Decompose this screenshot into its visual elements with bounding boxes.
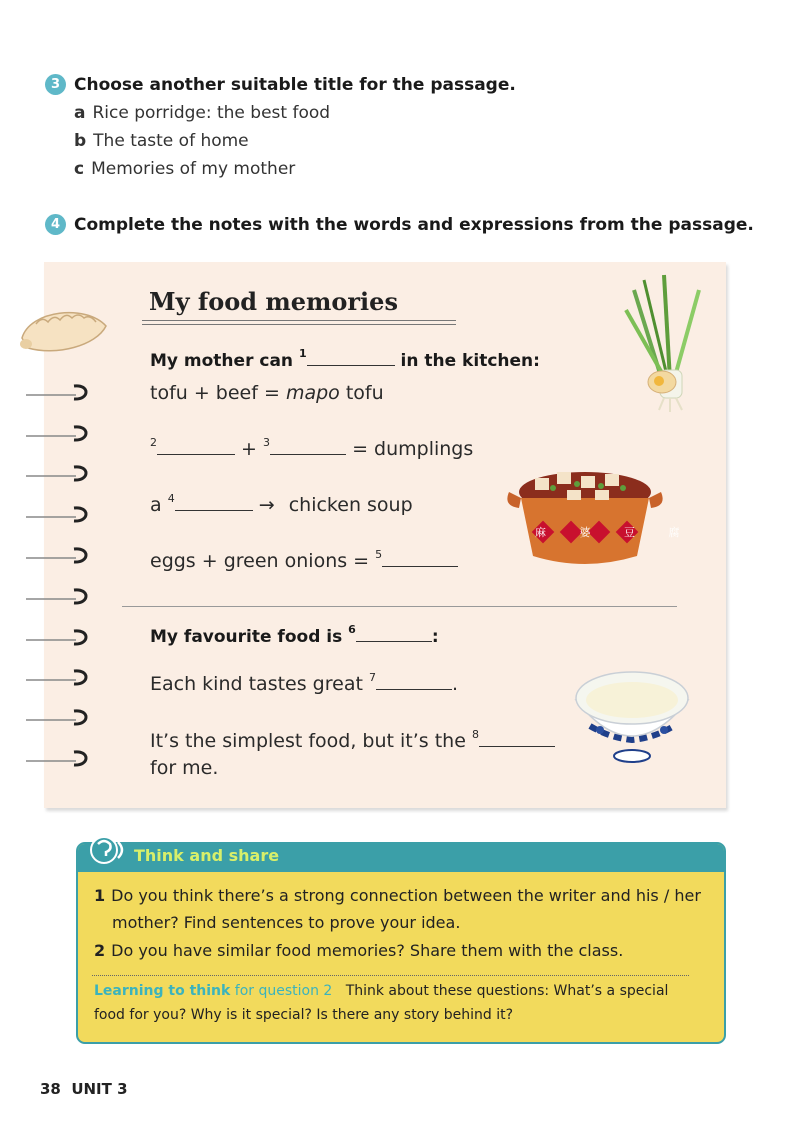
notebook-ring-icon <box>24 545 94 565</box>
notes-title: My food memories <box>149 287 398 316</box>
think-share-icon <box>86 832 132 868</box>
blank-4[interactable] <box>175 496 253 511</box>
exercise-4-title: Complete the notes with the words and expressions from the passage. <box>74 215 754 235</box>
exercise-3-option-b: b The taste of home <box>74 131 249 151</box>
exercise-3-number: 3 <box>45 74 66 95</box>
notebook-ring-icon <box>24 707 94 727</box>
simplest-food-line-2: for me. <box>150 757 219 779</box>
dumpling-illustration <box>16 300 112 358</box>
eggs-onions-line: eggs + green onions = $^5$ <box>150 550 458 572</box>
exercise-3-option-c: c Memories of my mother <box>74 159 296 179</box>
title-underline <box>142 320 456 321</box>
mother-intro-line: My mother can $^1$ in the kitchen: <box>150 347 540 371</box>
tofu-beef-line: tofu + beef = mapo tofu <box>150 382 384 404</box>
dumplings-line: $^2$ + $^3$ = dumplings <box>150 436 474 460</box>
think-divider <box>92 975 689 976</box>
notebook-ring-icon <box>24 627 94 647</box>
title-underline <box>142 324 456 325</box>
think-question-2: 2 Do you have similar food memories? Share them with the class. <box>94 941 624 960</box>
blank-2[interactable] <box>157 440 235 455</box>
blank-3[interactable] <box>270 440 346 455</box>
notebook-ring-icon <box>24 463 94 483</box>
blank-8[interactable] <box>479 732 555 747</box>
page-footer: 38 UNIT 3 <box>40 1080 128 1098</box>
notes-divider <box>122 606 677 607</box>
exercise-3-title: Choose another suitable title for the passage. <box>74 75 516 95</box>
notebook-ring-icon <box>24 748 94 768</box>
rice-porridge-bowl-illustration <box>570 660 695 768</box>
tastes-great-line: Each kind tastes great $^7$ . <box>150 671 458 695</box>
dish-label: 麻 婆 豆 腐 <box>535 526 695 539</box>
notebook-ring-icon <box>24 586 94 606</box>
think-title: Think and share <box>134 846 280 865</box>
learning-to-think-line-2: food for you? Why is it special? Is there any story behind it? <box>94 1007 514 1023</box>
exercise-4-number: 4 <box>45 214 66 235</box>
green-onion-egg-illustration <box>604 270 719 415</box>
blank-6[interactable] <box>356 627 432 642</box>
think-question-1: 1 Do you think there’s a strong connection between the writer and his / her <box>94 886 701 905</box>
blank-1[interactable] <box>307 351 395 366</box>
think-question-1-cont: mother? Find sentences to prove your idea. <box>112 913 461 932</box>
notebook-ring-icon <box>24 504 94 524</box>
notebook-ring-icon <box>24 423 94 443</box>
blank-7[interactable] <box>376 675 452 690</box>
mapo-tofu-pot-illustration <box>505 462 665 574</box>
chicken-soup-line: a $^4$ → chicken soup <box>150 492 413 516</box>
exercise-3-option-a: a Rice porridge: the best food <box>74 103 331 123</box>
notebook-ring-icon <box>24 382 94 402</box>
simplest-food-line: It’s the simplest food, but it’s the $^8$ <box>150 730 555 752</box>
notebook-ring-icon <box>24 667 94 687</box>
favourite-food-line: My favourite food is $^6$ : <box>150 623 439 647</box>
learning-to-think-line: Learning to think for question 2 Think about these questions: What’s a special <box>94 983 669 999</box>
blank-5[interactable] <box>382 552 458 567</box>
